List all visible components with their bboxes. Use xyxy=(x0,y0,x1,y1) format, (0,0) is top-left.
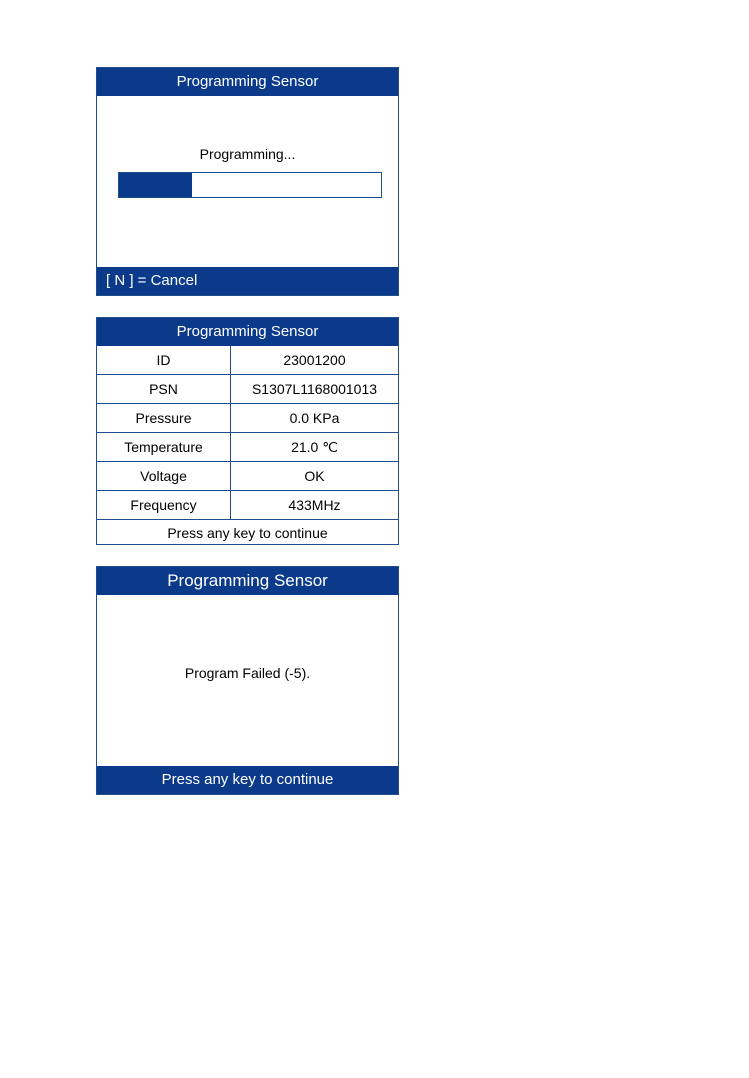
table-row xyxy=(97,404,398,433)
program-failed-screen xyxy=(96,566,399,795)
table-row xyxy=(97,491,398,520)
table-row xyxy=(97,433,398,462)
row-value: OK xyxy=(231,462,399,491)
failed-body xyxy=(97,595,398,766)
continue-hint[interactable]: Press any key to continue xyxy=(97,766,398,794)
row-label: PSN xyxy=(97,375,231,404)
continue-hint[interactable]: Press any key to continue xyxy=(97,519,398,547)
progress-message: Programming... xyxy=(199,146,296,162)
table-row xyxy=(97,346,398,375)
progress-body xyxy=(97,96,398,267)
cancel-hint[interactable]: [ N ] = Cancel xyxy=(97,267,398,295)
screen-title: Programming Sensor xyxy=(97,567,398,595)
row-value: 0.0 KPa xyxy=(231,404,399,433)
row-value: 433MHz xyxy=(231,491,399,520)
row-value: S1307L1168001013 xyxy=(231,375,399,404)
table-row xyxy=(97,462,398,491)
row-value: 23001200 xyxy=(283,352,346,368)
screen-title: Programming Sensor xyxy=(97,68,398,96)
sensor-info-screen xyxy=(96,317,399,545)
row-label: Temperature xyxy=(97,433,231,462)
row-label: ID xyxy=(97,346,231,375)
row-value: 21.0 ℃ xyxy=(231,433,399,462)
sensor-info-table xyxy=(97,346,398,519)
screen-title: Programming Sensor xyxy=(97,318,398,346)
table-row xyxy=(97,375,398,404)
row-label: Frequency xyxy=(97,491,231,520)
progress-bar-fill xyxy=(119,173,192,197)
failure-message: Program Failed (-5). xyxy=(184,665,311,681)
programming-progress-screen xyxy=(96,67,399,296)
row-label: Voltage xyxy=(97,462,231,491)
progress-bar xyxy=(118,172,382,198)
row-label: Pressure xyxy=(97,404,231,433)
